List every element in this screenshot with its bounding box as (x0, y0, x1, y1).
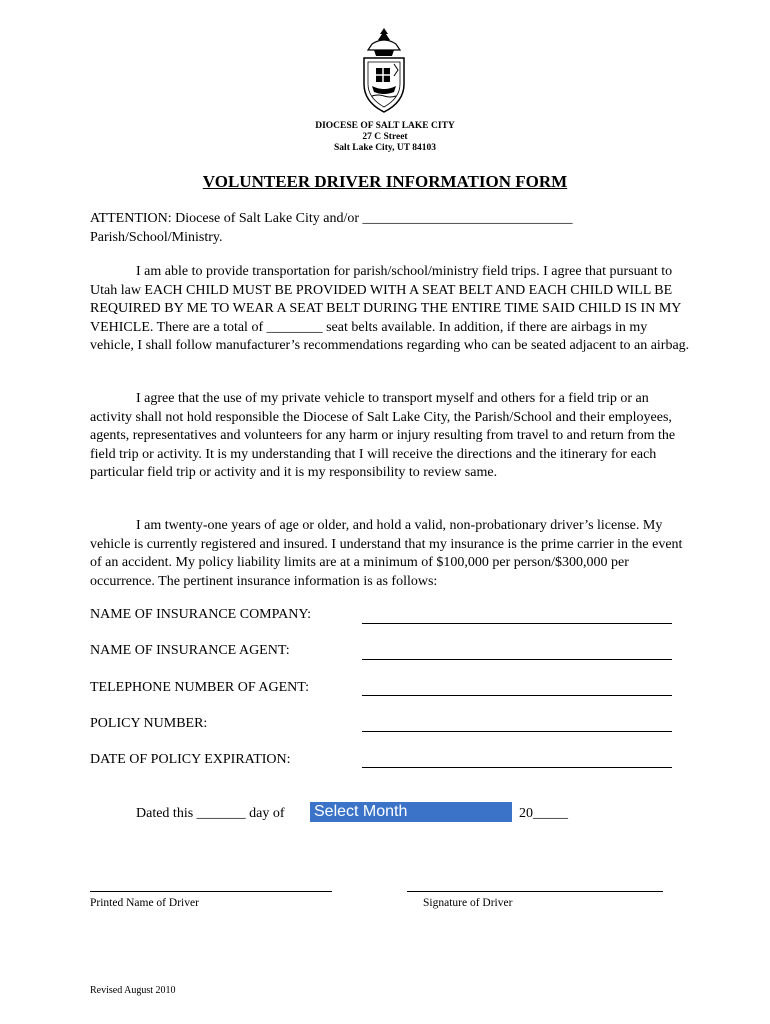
paragraph-insurance: I am twenty-one years of age or older, and hold a valid, non-probationary driver’s license. My vehicle is currently registered and insured. I understand that my insurance is the prime carrier in the event of an accident. My policy liability limits are at a minimum of $100,000 per person/$300,000 per occurrence. The pertinent insurance information is as follows: (90, 518, 683, 589)
paragraph-liability: I agree that the use of my private vehicle to transport myself and others for a field trip or an activity shall not hold responsible the Diocese of Salt Lake City, the Parish/School and their employees, agents, representatives and volunteers for any harm or injury resulting from travel to and return from the field trip or activity. It is my understanding that I will receive the directions and the itinerary for each particular field trip or activity and it is my responsibility to review same. (90, 391, 676, 480)
signature-line[interactable] (407, 891, 663, 892)
paragraph-seat-belts: I am able to provide transportation for parish/school/ministry field trips. I agree that pursuant to Utah law EACH CHILD MUST BE PROVIDED WITH A SEAT BELT AND EACH CHILD WILL BE REQUIRED BY ME TO WEAR A SEAT BELT DURING THE ENTIRE TIME SAID CHILD IS IN MY VEHICLE. There are a total of ________ seat belts available. In addition, if there are airbags in my vehicle, I shall follow manufacturer’s recommendations regarding who can be seated adjacent to an airbag. (90, 264, 690, 353)
org-name: DIOCESE OF SALT LAKE CITY (315, 121, 455, 131)
insurance-agent-field[interactable] (362, 659, 672, 660)
printed-name-label: Printed Name of Driver (90, 897, 199, 909)
agent-phone-field[interactable] (362, 695, 672, 696)
insurance-agent-label: NAME OF INSURANCE AGENT: (90, 643, 290, 658)
policy-expiration-field[interactable] (362, 767, 672, 768)
policy-number-field[interactable] (362, 731, 672, 732)
org-city: Salt Lake City, UT 84103 (334, 143, 436, 153)
insurance-company-field[interactable] (362, 623, 672, 624)
diocese-seal-logo (356, 26, 412, 114)
agent-phone-label: TELEPHONE NUMBER OF AGENT: (90, 680, 310, 695)
dated-prefix: Dated this _______ day of (136, 806, 285, 821)
form-title: VOLUNTEER DRIVER INFORMATION FORM (202, 172, 568, 191)
attention-parish: Parish/School/Ministry. (90, 230, 223, 245)
policy-expiration-label: DATE OF POLICY EXPIRATION: (90, 752, 291, 767)
signature-label: Signature of Driver (423, 897, 513, 909)
policy-number-label: POLICY NUMBER: (90, 716, 208, 731)
month-select-dropdown[interactable]: Select Month (310, 802, 512, 822)
revision-footer: Revised August 2010 (90, 985, 176, 996)
printed-name-line[interactable] (90, 891, 332, 892)
dated-year: 20_____ (519, 806, 568, 821)
insurance-company-label: NAME OF INSURANCE COMPANY: (90, 607, 312, 622)
attention-line: ATTENTION: Diocese of Salt Lake City and/or ______________________________ (90, 211, 573, 226)
org-street: 27 C Street (362, 132, 408, 142)
